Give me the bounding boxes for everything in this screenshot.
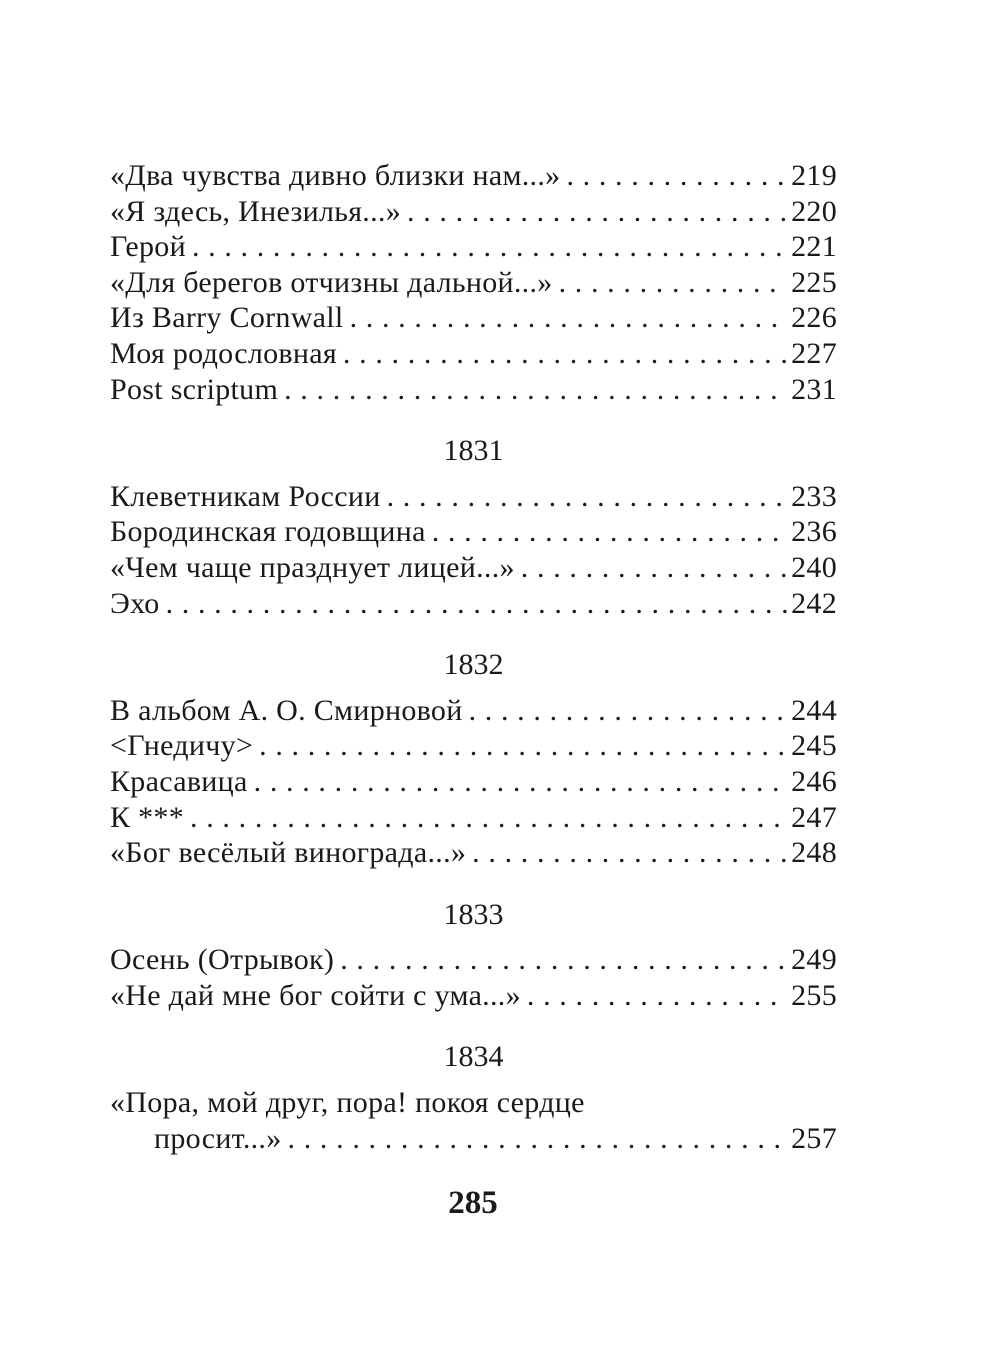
entry-page: 221: [791, 230, 837, 264]
toc-entry: [110, 372, 837, 408]
table-of-contents: [110, 158, 837, 1156]
entry-title: Осень (Отрывок): [110, 943, 335, 977]
entry-title: В альбом А. О. Смирновой: [110, 693, 463, 727]
dot-leader: [192, 229, 787, 265]
year-heading: 1832: [443, 648, 504, 682]
toc-entry: [110, 336, 837, 372]
entry-page: 248: [791, 836, 837, 870]
toc-entry: [110, 479, 837, 515]
year-heading: 1834: [443, 1040, 504, 1074]
toc-section: [110, 433, 837, 621]
entry-page: 233: [791, 479, 837, 513]
entry-title: Моя родословная: [110, 336, 337, 370]
dot-leader: [559, 265, 788, 301]
toc-entry: [110, 586, 837, 622]
entry-page: 220: [791, 194, 837, 228]
dot-leader: [166, 586, 788, 622]
dot-leader: [284, 372, 787, 408]
entry-title-continued: просит...»: [154, 1121, 282, 1155]
toc-entry: [110, 764, 837, 800]
entry-page: 257: [791, 1121, 837, 1155]
toc-entry: [110, 300, 837, 336]
entry-title: «Два чувства дивно близки нам...»: [110, 159, 561, 192]
entry-title: Эхо: [110, 586, 160, 620]
toc-entry: [110, 514, 837, 550]
toc-entry: [110, 194, 837, 230]
dot-leader: [288, 1121, 788, 1157]
entry-page: 219: [791, 159, 837, 192]
entry-page: 247: [791, 800, 837, 834]
year-heading: 1831: [443, 434, 504, 468]
toc-entry-line-2: [110, 1121, 837, 1157]
dot-leader: [521, 550, 787, 586]
entry-title: «Для берегов отчизны дальной...»: [110, 265, 553, 299]
toc-entry: [110, 978, 837, 1014]
dot-leader: [387, 479, 788, 515]
entry-page: 231: [791, 372, 837, 406]
toc-entry: [110, 800, 837, 836]
entry-title: <Гнедичу>: [110, 729, 254, 763]
year-heading: 1833: [443, 897, 504, 931]
toc-entry: [110, 229, 837, 265]
entry-title: «Бог весёлый винограда...»: [110, 836, 467, 870]
entry-title: Герой: [110, 230, 186, 264]
dot-leader: [254, 764, 787, 800]
entry-page: 225: [791, 265, 837, 299]
entry-page: 227: [791, 336, 837, 370]
entry-page: 255: [791, 978, 837, 1012]
entry-page: 242: [791, 586, 837, 620]
dot-leader: [432, 514, 787, 550]
dot-leader: [527, 978, 787, 1014]
toc-entry: [110, 942, 837, 978]
dot-leader: [407, 194, 787, 230]
entry-page: 246: [791, 764, 837, 798]
toc-entry: [110, 158, 837, 194]
entry-title: «Я здесь, Инезилья...»: [110, 194, 401, 228]
entry-title: Красавица: [110, 764, 248, 798]
entry-title: Бородинская годовщина: [110, 515, 426, 549]
entry-page: 236: [791, 515, 837, 549]
page-number: 285: [448, 1185, 498, 1221]
dot-leader: [469, 693, 788, 729]
toc-section: [110, 158, 837, 407]
dot-leader: [472, 835, 787, 871]
entry-title: «Не дай мне бог сойти с ума...»: [110, 978, 521, 1012]
entry-page: 249: [791, 943, 837, 977]
entry-title: «Чем чаще празднует лицей...»: [110, 550, 515, 584]
toc-entry-line-1: [110, 1085, 837, 1121]
entry-title: К ***: [110, 800, 185, 834]
toc-entry: [110, 265, 837, 301]
dot-leader: [343, 336, 787, 372]
entry-title: «Пора, мой друг, пора! покоя сердце: [110, 1086, 585, 1120]
toc-entry: [110, 835, 837, 871]
entry-page: 226: [791, 301, 837, 335]
entry-page: 240: [791, 550, 837, 584]
toc-entry: [110, 693, 837, 729]
dot-leader: [340, 942, 787, 978]
entry-title: Клеветникам России: [110, 479, 381, 513]
toc-section: [110, 1039, 837, 1156]
dot-leader: [259, 728, 787, 764]
toc-entry: [110, 728, 837, 764]
toc-section: [110, 647, 837, 871]
entry-title: Post scriptum: [110, 372, 279, 406]
dot-leader: [566, 158, 787, 194]
toc-entry: [110, 550, 837, 586]
entry-title: Из Barry Cornwall: [110, 301, 344, 335]
entry-page: 245: [791, 729, 837, 763]
entry-page: 244: [791, 693, 837, 727]
dot-leader: [350, 300, 788, 336]
toc-section: [110, 897, 837, 1014]
dot-leader: [190, 800, 787, 836]
